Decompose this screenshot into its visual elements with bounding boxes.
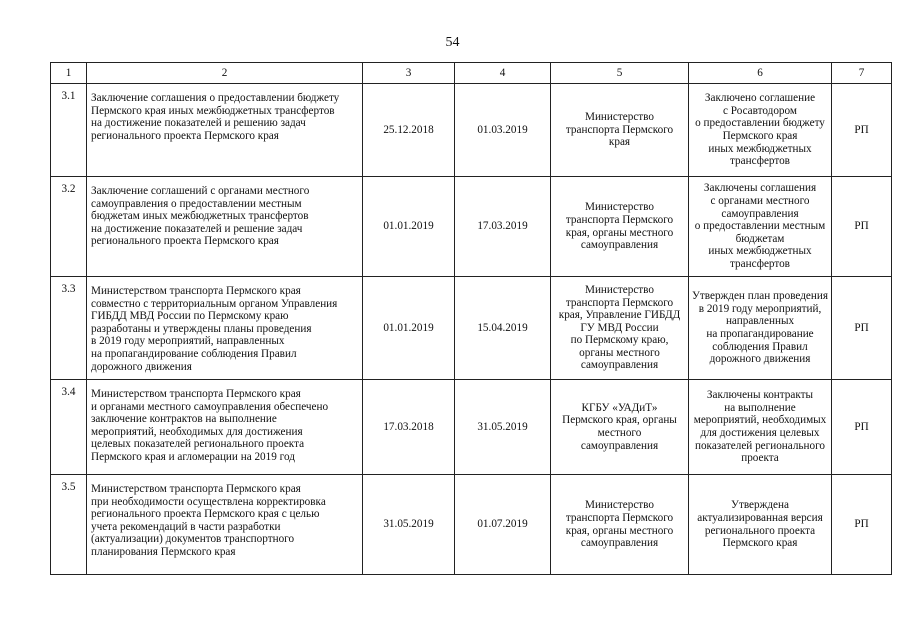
responsible-line: самоуправления xyxy=(580,239,659,252)
header-cell-4: 4 xyxy=(455,63,551,84)
start-date: 17.03.2018 xyxy=(363,380,455,475)
control-level: РП xyxy=(832,380,892,475)
header-cell-6: 6 xyxy=(689,63,832,84)
responsible-line: органы местного xyxy=(579,346,660,359)
result-line: бюджетам xyxy=(735,232,785,245)
header-cell-1: 1 xyxy=(51,63,87,84)
event-name-line: дорожного движения xyxy=(91,360,192,373)
responsible-line: местного xyxy=(597,427,642,439)
event-name-line: и органами местного самоуправления обеспечено xyxy=(91,400,329,413)
end-date: 31.05.2019 xyxy=(455,380,551,475)
result-line: для достижения целевых xyxy=(700,427,820,439)
result-line: иных межбюджетных xyxy=(708,142,812,155)
event-name-line: Пермского края и агломерации на 2019 год xyxy=(91,450,295,463)
responsible-line: Пермского края, органы xyxy=(562,414,677,427)
result-line: актуализированная версия xyxy=(697,511,823,524)
result-line: в 2019 году мероприятий, xyxy=(698,302,822,315)
result-line: на выполнение xyxy=(724,401,796,414)
responsible xyxy=(551,84,689,177)
start-date: 31.05.2019 xyxy=(363,475,455,575)
event-name-line: целевых показателей регионального проекта xyxy=(91,438,305,451)
control-level: РП xyxy=(832,84,892,177)
row-number: 3.4 xyxy=(51,380,87,475)
result-line: регионального проекта xyxy=(704,524,816,537)
result-line: Пермского края xyxy=(722,537,798,550)
result-line: трансфертов xyxy=(730,155,790,168)
result-line: на пропагандирование xyxy=(706,328,814,340)
header-row xyxy=(51,63,892,84)
responsible xyxy=(551,380,689,475)
result-line: мероприятий, необходимых xyxy=(693,414,827,427)
event-name-line: мероприятий, необходимых для достижения xyxy=(91,425,303,438)
event-name-line: совместно с территориальным органом Управления xyxy=(91,297,338,310)
table-row xyxy=(51,380,892,475)
result-line: показателей регионального xyxy=(694,439,826,452)
responsible-line: края, органы местного xyxy=(565,226,674,239)
responsible-line: самоуправления xyxy=(580,537,659,550)
responsible-line: самоуправления xyxy=(580,439,659,452)
start-date: 25.12.2018 xyxy=(363,84,455,177)
control-level: РП xyxy=(832,177,892,277)
result-line: проекта xyxy=(741,452,779,465)
responsible-line: ГУ МВД России xyxy=(580,321,659,334)
header-cell-2: 2 xyxy=(87,63,363,84)
event-name-line: ГИБДД МВД России по Пермскому краю xyxy=(91,310,289,323)
responsible-line: края, органы местного xyxy=(565,524,674,537)
control-level: РП xyxy=(832,277,892,380)
event-name xyxy=(87,277,363,380)
result xyxy=(689,177,832,277)
event-name xyxy=(87,380,363,475)
event-name-line: регионального проекта Пермского края с целью xyxy=(91,508,320,521)
responsible-line: транспорта Пермского xyxy=(565,213,674,226)
responsible xyxy=(551,475,689,575)
responsible xyxy=(551,177,689,277)
result-line: Заключены контракты xyxy=(706,389,814,402)
result xyxy=(689,380,832,475)
result xyxy=(689,277,832,380)
event-name-line: Министерством транспорта Пермского края xyxy=(91,285,301,297)
result-line: направленных xyxy=(725,315,795,328)
responsible-line: транспорта Пермского xyxy=(565,511,674,524)
row-number: 3.5 xyxy=(51,475,87,575)
result-line: дорожного движения xyxy=(709,353,811,366)
result-line: о предоставлении местным xyxy=(694,220,826,233)
result-line: Заключено соглашение xyxy=(704,92,816,105)
result-line: Утверждена xyxy=(731,499,789,512)
plan-table xyxy=(50,62,892,575)
responsible xyxy=(551,277,689,380)
event-name-line: при необходимости осуществлена корректировка xyxy=(91,495,326,508)
event-name-line: Заключение соглашений с органами местного xyxy=(91,185,310,197)
responsible-line: края xyxy=(608,136,631,149)
result xyxy=(689,84,832,177)
result-line: о предоставлении бюджету xyxy=(695,117,825,130)
event-name xyxy=(87,84,363,177)
end-date: 01.07.2019 xyxy=(455,475,551,575)
header-cell-5: 5 xyxy=(551,63,689,84)
event-name-line: (актуализации) документов транспортного xyxy=(91,533,295,546)
responsible-line: Министерство xyxy=(585,283,654,296)
responsible-line: транспорта Пермского xyxy=(565,296,674,309)
start-date: 01.01.2019 xyxy=(363,177,455,277)
event-name-line: в 2019 году мероприятий, направленных xyxy=(91,335,285,348)
responsible-line: КГБУ «УАДиТ» xyxy=(581,401,658,414)
page-number: 54 xyxy=(445,35,460,50)
row-number: 3.3 xyxy=(51,277,87,380)
event-name-line: учета рекомендаций в части разработки xyxy=(91,520,281,533)
event-name-line: планирования Пермского края xyxy=(91,545,236,558)
end-date: 15.04.2019 xyxy=(455,277,551,380)
row-number: 3.2 xyxy=(51,177,87,277)
event-name-line: разработаны и утверждены планы проведения xyxy=(91,322,312,335)
result-line: с Росавтодором xyxy=(722,104,797,117)
event-name-line: на достижение показателей и решение задач xyxy=(91,222,303,235)
responsible-line: Министерство xyxy=(585,111,654,124)
responsible-line: транспорта Пермского xyxy=(565,123,674,136)
result-line: Утвержден план проведения xyxy=(691,290,829,303)
row-number: 3.1 xyxy=(51,84,87,177)
table-row xyxy=(51,475,892,575)
responsible-line: самоуправления xyxy=(580,359,659,372)
result-line: самоуправления xyxy=(721,207,799,220)
event-name-line: Министерством транспорта Пермского края xyxy=(91,388,301,400)
event-name-line: Заключение соглашения о предоставлении бюджету xyxy=(91,92,340,104)
responsible-line: Министерство xyxy=(585,201,654,214)
event-name-line: самоуправления о предоставлении местным xyxy=(91,197,302,210)
event-name-line: заключение контрактов на выполнение xyxy=(91,413,277,426)
responsible-line: по Пермскому краю, xyxy=(570,334,669,347)
table-row xyxy=(51,84,892,177)
end-date: 01.03.2019 xyxy=(455,84,551,177)
event-name-line: регионального проекта Пермского края xyxy=(91,129,279,142)
result xyxy=(689,475,832,575)
control-level: РП xyxy=(832,475,892,575)
event-name-line: регионального проекта Пермского края xyxy=(91,235,279,248)
result-line: трансфертов xyxy=(730,257,790,270)
result-line: Пермского края xyxy=(722,130,798,142)
event-name-line: Пермского края иных межбюджетных трансфертов xyxy=(91,104,335,117)
table-row xyxy=(51,177,892,277)
event-name-line: на пропагандирование соблюдения Правил xyxy=(91,347,297,360)
header-cell-3: 3 xyxy=(363,63,455,84)
responsible-line: Министерство xyxy=(585,499,654,512)
event-name-line: бюджетам иных межбюджетных трансфертов xyxy=(91,210,309,223)
event-name-line: Министерством транспорта Пермского края xyxy=(91,483,301,495)
event-name-line: на достижение показателей и решению задач xyxy=(91,117,306,130)
responsible-line: края, Управление ГИБДД xyxy=(558,309,681,322)
result-line: Заключены соглашения xyxy=(703,182,817,195)
table-row xyxy=(51,277,892,380)
result-line: соблюдения Правил xyxy=(712,340,808,353)
event-name xyxy=(87,475,363,575)
header-cell-7: 7 xyxy=(832,63,892,84)
end-date: 17.03.2019 xyxy=(455,177,551,277)
event-name xyxy=(87,177,363,277)
result-line: иных межбюджетных xyxy=(708,245,812,258)
result-line: с органами местного xyxy=(710,195,810,208)
start-date: 01.01.2019 xyxy=(363,277,455,380)
